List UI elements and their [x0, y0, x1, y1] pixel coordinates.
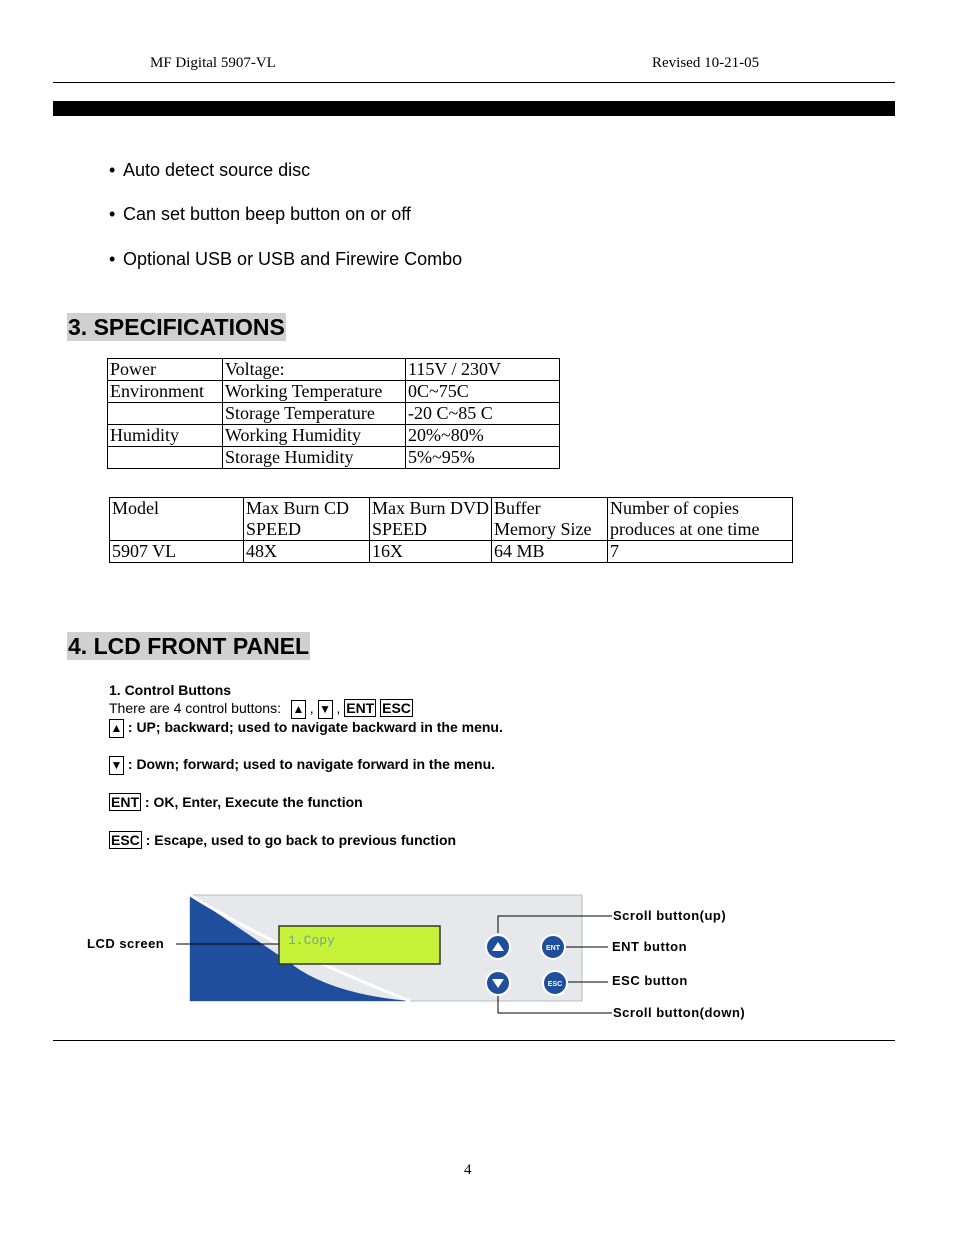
table-cell: Storage Humidity [223, 447, 406, 469]
table-cell: Humidity [108, 425, 223, 447]
separator: , [336, 700, 341, 716]
esc-button-label: ESC [547, 981, 563, 988]
callout-scroll-down: Scroll button(down) [613, 1005, 746, 1020]
table-cell [108, 403, 223, 425]
intro-text: There are 4 control buttons: [109, 700, 281, 716]
table-cell [108, 447, 223, 469]
bullet-text: Can set button beep button on or off [123, 204, 411, 224]
specifications-heading: 3. SPECIFICATIONS [68, 314, 285, 340]
table-cell: Working Temperature [223, 381, 406, 403]
control-buttons-intro [109, 699, 413, 719]
spec-table [107, 358, 560, 469]
table-header-cell: Buffer Memory Size [492, 498, 608, 541]
esc-description [109, 831, 456, 849]
page-number: 4 [464, 1162, 472, 1178]
model-table [109, 497, 793, 563]
header-revision: Revised 10-21-05 [652, 55, 760, 71]
table-cell: -20 C~85 C [406, 403, 560, 425]
table-cell: Power [108, 359, 223, 381]
table-header-cell: Model [110, 498, 244, 541]
down-arrow-icon: ▼ [318, 700, 333, 719]
bullet-item [109, 160, 310, 181]
table-row [108, 403, 560, 425]
table-header-cell: Max Burn DVD SPEED [370, 498, 492, 541]
header-divider [53, 82, 895, 83]
table-cell: Working Humidity [223, 425, 406, 447]
ent-key-label: ENT [111, 794, 139, 810]
table-header-row [110, 498, 793, 541]
table-row [108, 381, 560, 403]
up-arrow-icon: ▲ [109, 719, 124, 738]
bullet-icon: • [109, 249, 116, 269]
header-doc-title: MF Digital 5907-VL [150, 55, 276, 71]
table-cell: 115V / 230V [406, 359, 560, 381]
control-buttons-heading: 1. Control Buttons [109, 682, 232, 698]
callout-ent: ENT button [612, 939, 688, 954]
footer-divider [53, 1040, 895, 1041]
bullet-icon: • [109, 160, 116, 180]
table-row [110, 541, 793, 563]
esc-key-label: ESC [382, 700, 411, 716]
scroll-up-button[interactable] [486, 935, 510, 959]
bullet-item [109, 204, 411, 225]
callout-esc: ESC button [612, 973, 688, 988]
lcd-front-panel-heading: 4. LCD FRONT PANEL [68, 633, 310, 659]
table-cell: 7 [608, 541, 793, 563]
ent-key-label: ENT [346, 700, 375, 716]
ent-button[interactable] [541, 935, 565, 959]
scroll-down-button[interactable] [486, 971, 510, 995]
bullet-icon: • [109, 204, 116, 224]
bullet-text: Optional USB or USB and Firewire Combo [123, 249, 463, 269]
up-description [109, 719, 503, 738]
callout-scroll-up: Scroll button(up) [613, 908, 727, 923]
table-row [108, 447, 560, 469]
table-cell: 16X [370, 541, 492, 563]
table-cell: 5907 VL [110, 541, 244, 563]
down-description [109, 756, 495, 775]
black-banner [53, 101, 895, 116]
table-header-cell: Max Burn CD SPEED [244, 498, 370, 541]
table-cell: Voltage: [223, 359, 406, 381]
callout-lcd-screen: LCD screen [87, 936, 165, 951]
up-desc-text: : UP; backward; used to navigate backward in the menu. [127, 719, 503, 736]
down-arrow-icon: ▼ [109, 756, 124, 775]
table-cell: Environment [108, 381, 223, 403]
ent-button-label: ENT [546, 945, 560, 952]
bullet-text: Auto detect source disc [123, 160, 311, 180]
table-cell: 20%~80% [406, 425, 560, 447]
table-row [108, 359, 560, 381]
table-header-cell: Number of copies produces at one time [608, 498, 793, 541]
front-panel-diagram [80, 885, 780, 1025]
table-cell: 48X [244, 541, 370, 563]
esc-desc-text: : Escape, used to go back to previous function [145, 832, 457, 848]
table-cell: 64 MB [492, 541, 608, 563]
bullet-item [109, 249, 462, 270]
table-cell: 5%~95% [406, 447, 560, 469]
lcd-text: 1.Copy [288, 933, 335, 948]
up-arrow-icon: ▲ [291, 700, 306, 719]
esc-key-label: ESC [111, 832, 140, 848]
table-cell: Storage Temperature [223, 403, 406, 425]
table-row [108, 425, 560, 447]
table-cell: 0C~75C [406, 381, 560, 403]
ent-desc-text: : OK, Enter, Execute the function [144, 794, 363, 810]
ent-description [109, 793, 363, 811]
separator: , [309, 700, 314, 716]
down-desc-text: : Down; forward; used to navigate forward in the menu. [127, 756, 496, 773]
esc-button[interactable] [543, 971, 567, 995]
